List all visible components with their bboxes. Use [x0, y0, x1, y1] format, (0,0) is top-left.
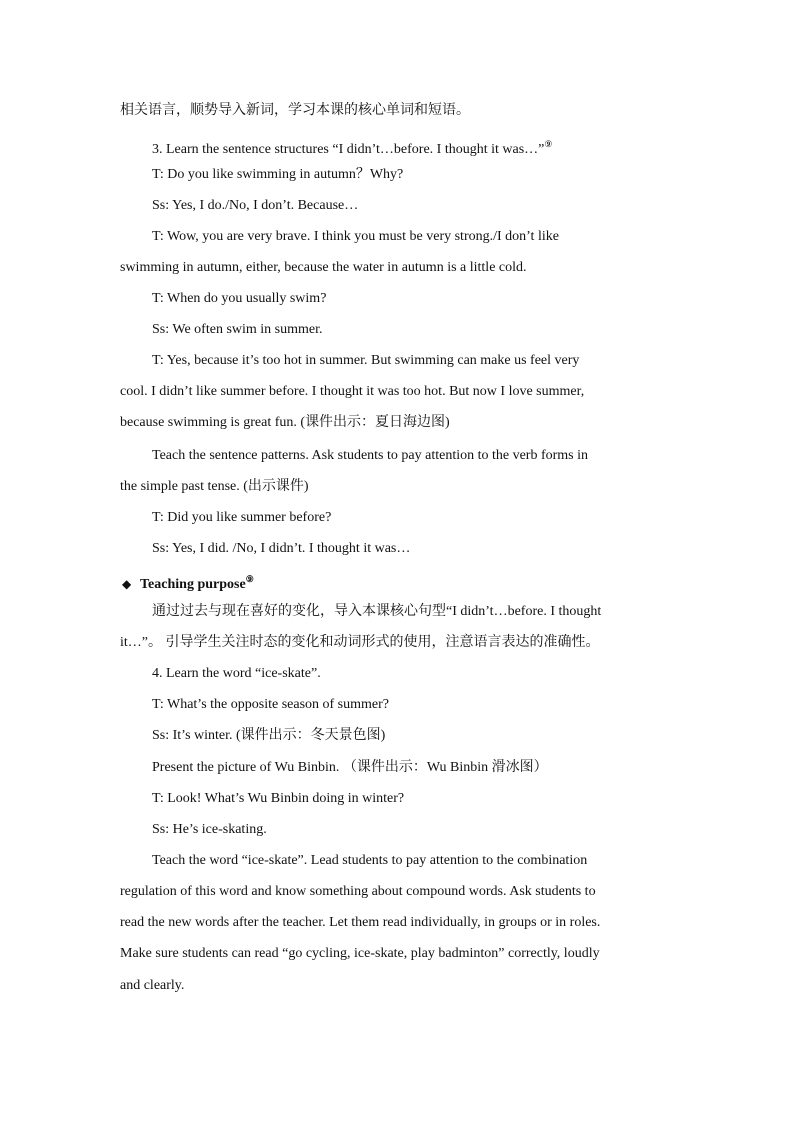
paragraph-line: Ss: It’s winter. (课件出示：冬天景色图) — [152, 728, 386, 743]
diamond-bullet-icon: ◆ — [122, 577, 132, 591]
paragraph-line: because swimming is great fun. (课件出示：夏日海边图) — [120, 415, 450, 430]
paragraph-line: the simple past tense. (出示课件) — [120, 479, 309, 494]
heading-text: Teaching purpose — [140, 577, 246, 592]
paragraph-line: 相关语言，顺势导入新词，学习本课的核心单词和短语。 — [120, 103, 470, 118]
teaching-purpose-heading — [122, 569, 682, 595]
paragraph-line: Ss: Yes, I did. /No, I didn’t. I thought it was… — [152, 541, 411, 556]
paragraph-line: it…”。 引导学生关注时态的变化和动词形式的使用，注意语言表达的准确性。 — [120, 635, 600, 650]
paragraph-line: Present the picture of Wu Binbin. （课件出示：Wu Binbin 滑冰图） — [152, 760, 548, 775]
paragraph-line: cool. I didn’t like summer before. I thought it was too hot. But now I love summer, — [120, 384, 585, 399]
paragraph-line: Ss: Yes, I do./No, I don’t. Because… — [152, 198, 359, 213]
paragraph-line: T: Do you like swimming in autumn？Why? — [152, 167, 404, 182]
paragraph-line: 3. Learn the sentence structures “I didn’t…before. I thought it was…” — [152, 142, 545, 157]
footnote-mark: ⑨ — [245, 574, 254, 584]
paragraph-line: swimming in autumn, either, because the water in autumn is a little cold. — [120, 260, 527, 275]
paragraph-line: 4. Learn the word “ice-skate”. — [152, 666, 321, 681]
paragraph-line: 通过过去与现在喜好的变化，导入本课核心句型“I didn’t…before. I thought — [152, 604, 602, 619]
paragraph-line: T: When do you usually swim? — [152, 291, 327, 306]
step-3-heading — [152, 134, 712, 160]
paragraph-line: T: What’s the opposite season of summer? — [152, 697, 389, 712]
paragraph-line: regulation of this word and know something about compound words. Ask students to — [120, 884, 596, 899]
paragraph-line: Make sure students can read “go cycling, ice-skate, play badminton” correctly, loudly — [120, 946, 600, 961]
paragraph-line: Teach the sentence patterns. Ask students to pay attention to the verb forms in — [152, 448, 589, 463]
paragraph-line: T: Wow, you are very brave. I think you must be very strong./I don’t like — [152, 229, 559, 244]
paragraph-line: T: Yes, because it’s too hot in summer. But swimming can make us feel very — [152, 353, 580, 368]
paragraph-line: Ss: We often swim in summer. — [152, 322, 323, 337]
footnote-mark: ⑨ — [544, 139, 553, 149]
paragraph-line: T: Did you like summer before? — [152, 510, 332, 525]
paragraph-line: and clearly. — [120, 978, 185, 993]
paragraph-line: read the new words after the teacher. Let them read individually, in groups or in roles. — [120, 915, 601, 930]
paragraph-line: T: Look! What’s Wu Binbin doing in winter? — [152, 791, 405, 806]
paragraph-line: Teach the word “ice-skate”. Lead students to pay attention to the combination — [152, 853, 588, 868]
paragraph-line: Ss: He’s ice-skating. — [152, 822, 267, 837]
